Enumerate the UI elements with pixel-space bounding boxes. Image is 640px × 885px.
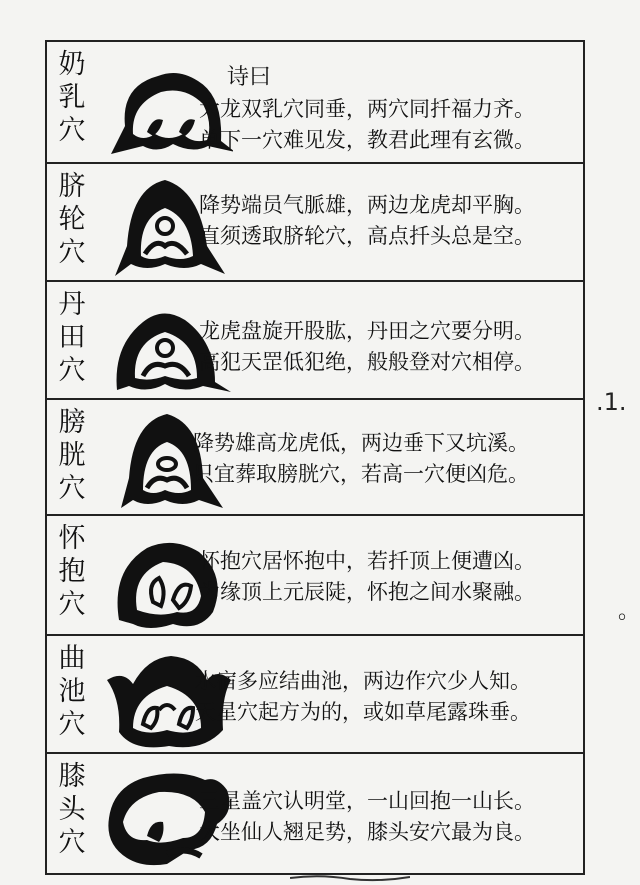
verse-line: 龙虎盘旋开股肱，丹田之穴要分明。 [199,319,535,343]
poem-verses [199,786,535,848]
verse-line: 直须透取脐轮穴，高点扦头总是空。 [199,224,535,248]
bottom-scribble [290,874,410,882]
entry-row [47,400,583,516]
entry-name: 丹 田 穴 [58,289,86,386]
entry-name: 曲 池 穴 [58,643,86,740]
verse-line: 单下一穴难见发，教君此理有玄微。 [199,128,535,152]
entry-row [47,516,583,636]
entry-row [47,164,583,282]
verse-line: 降势端员气脈雄，两边龙虎却平胸。 [199,193,535,217]
poem-verses [199,190,535,252]
entry-row [47,636,583,754]
poem-verses [193,428,529,490]
acupoint-table [45,40,585,875]
entry-row [47,754,583,873]
poem-verses [199,94,535,156]
poem-verses [199,546,535,608]
verse-line: 天星穴起方为的，或如草尾露珠垂。 [195,700,531,724]
verse-line: 降势雄高龙虎低，两边垂下又坑溪。 [193,431,529,455]
entry-name: 膀 胱 穴 [58,407,86,504]
poem-heading: 诗曰 [227,65,272,90]
entry-name: 膝 头 穴 [58,761,86,858]
verse-line: 三星盖穴认明堂，一山回抱一山长。 [199,789,535,813]
verse-line: 大龙双乳穴同垂，两穴同扦福力齐。 [199,97,535,121]
entry-row [47,42,583,164]
entry-name: 怀 抱 穴 [58,523,86,620]
poem-verses [195,666,531,728]
verse-line: 只宜葬取膀胱穴，若高一穴便凶危。 [193,462,529,486]
margin-mark: .1. [596,388,627,416]
poem-verses [199,316,535,378]
entry-row [47,282,583,400]
verse-line: 怀抱穴居怀抱中，若扦顶上便遭凶。 [199,549,535,573]
verse-line: 为缘顶上元辰陡，怀抱之间水聚融。 [199,580,535,604]
verse-line: 高犯天罡低犯绝，般般登对穴相停。 [199,350,535,374]
verse-line: 水宿多应结曲池，两边作穴少人知。 [195,669,531,693]
margin-dot: 。 [618,599,640,624]
entry-name: 脐 轮 穴 [58,171,86,268]
entry-name: 奶 乳 穴 [58,49,86,146]
verse-line: 大坐仙人翘足势，膝头安穴最为良。 [199,820,535,844]
